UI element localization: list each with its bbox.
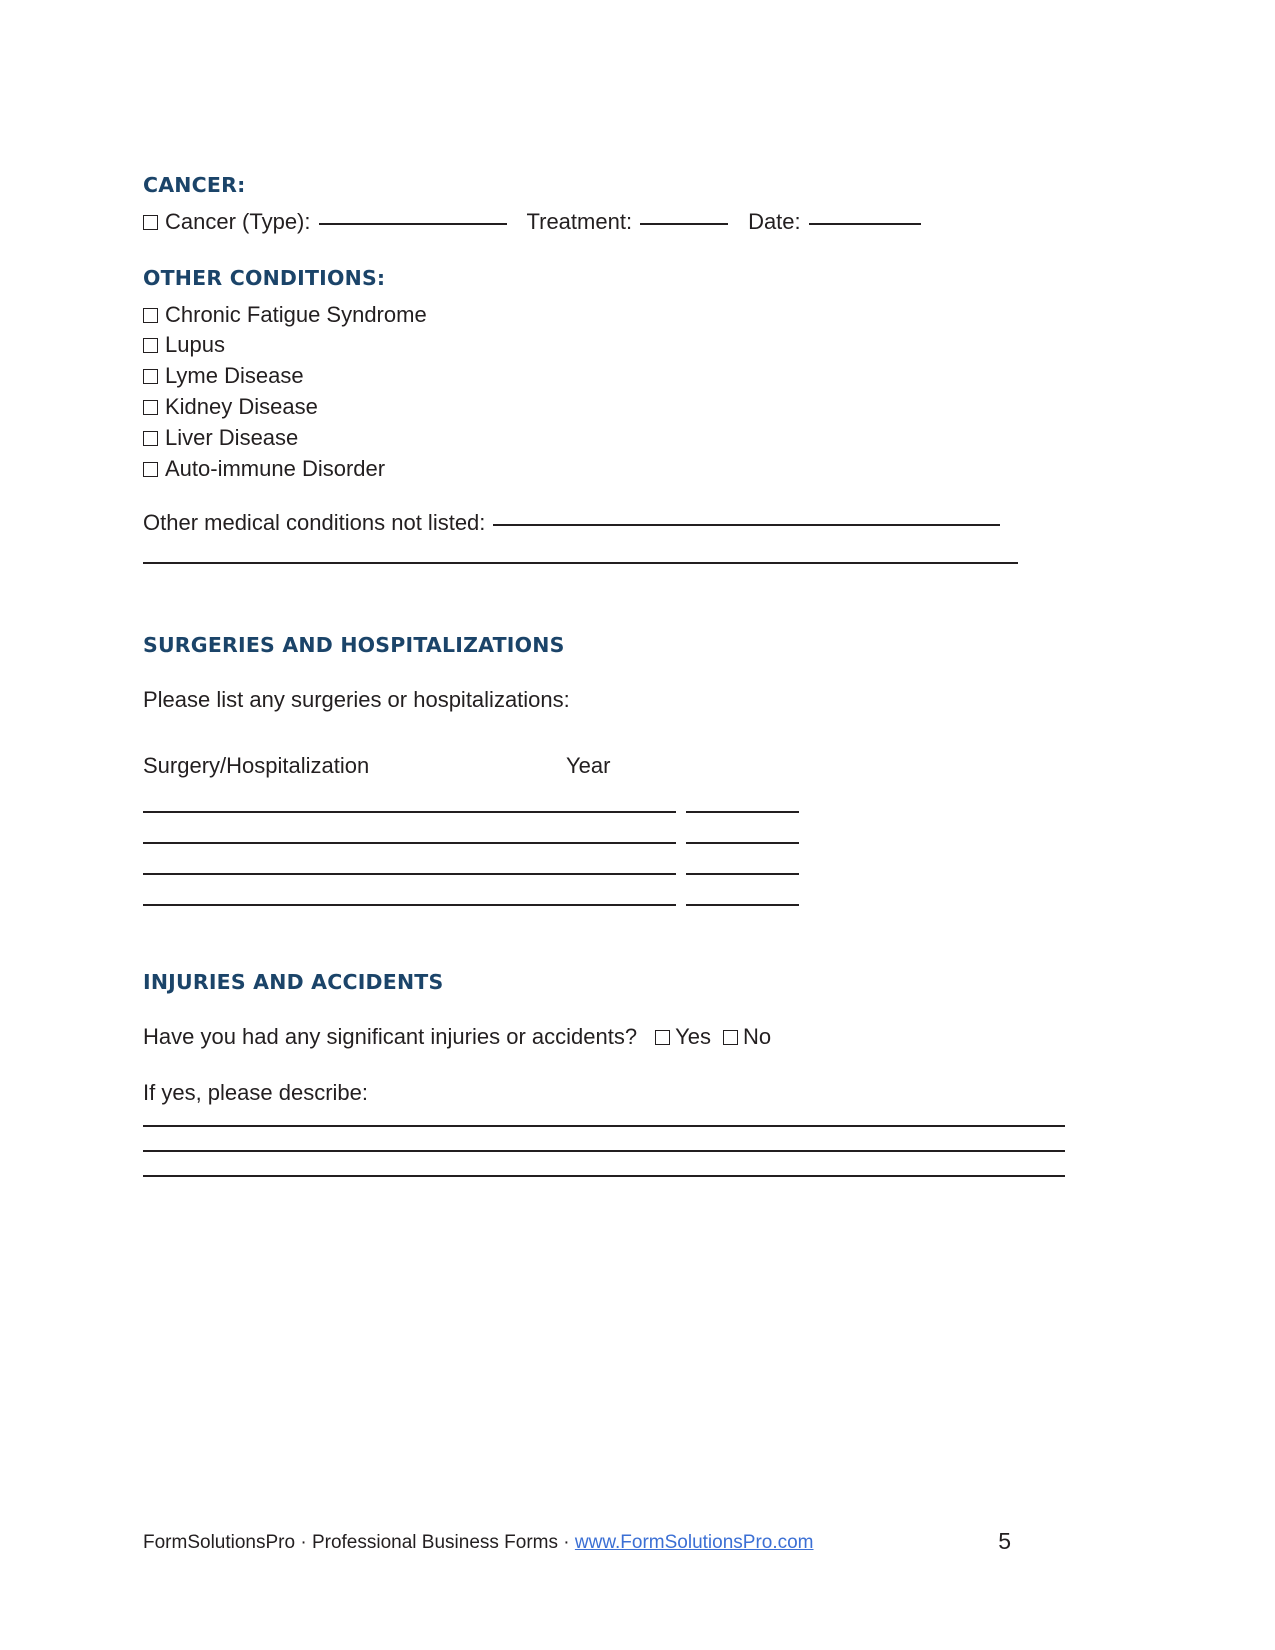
condition-label: Auto-immune Disorder: [165, 455, 386, 481]
footer-separator-2: ·: [563, 1532, 570, 1553]
injuries-describe-prompt: If yes, please describe:: [143, 1080, 369, 1106]
injuries-describe-line-2[interactable]: [143, 1150, 1065, 1152]
condition-item: [143, 361, 1133, 392]
surgeries-table-row: [143, 886, 1133, 917]
auto-immune-disorder-checkbox[interactable]: [143, 462, 158, 477]
surgery-entry-line[interactable]: [143, 811, 676, 813]
injuries-question-row: [143, 1022, 1133, 1053]
surgeries-heading: SURGERIES AND HOSPITALIZATIONS: [143, 633, 565, 657]
injuries-section: [143, 969, 1133, 1177]
injuries-describe-line-3[interactable]: [143, 1175, 1065, 1177]
other-conditions-freetext: [143, 508, 1133, 564]
surgeries-instruction: Please list any surgeries or hospitalizations:: [143, 686, 570, 712]
column-header-year: Year: [566, 753, 611, 778]
surgery-entry-line[interactable]: [143, 842, 676, 844]
lyme-disease-checkbox[interactable]: [143, 369, 158, 384]
footer-tagline: Professional Business Forms: [311, 1532, 558, 1553]
liver-disease-checkbox[interactable]: [143, 431, 158, 446]
footer-company: FormSolutionsPro: [143, 1532, 296, 1553]
page-footer: [143, 1528, 1133, 1562]
surgeries-table: [143, 753, 1133, 917]
surgeries-table-header: [143, 753, 1133, 783]
page-number: 5: [998, 1528, 1011, 1554]
surgeries-table-row: [143, 855, 1133, 886]
year-entry-line[interactable]: [686, 904, 799, 906]
condition-item: [143, 392, 1133, 423]
footer-credit: [143, 1532, 814, 1554]
condition-label: Chronic Fatigue Syndrome: [165, 301, 427, 327]
chronic-fatigue-syndrome-checkbox[interactable]: [143, 308, 158, 323]
year-entry-line[interactable]: [686, 873, 799, 875]
other-conditions-fill-line-2[interactable]: [143, 562, 1018, 564]
surgery-entry-line[interactable]: [143, 904, 676, 906]
condition-label: Lyme Disease: [165, 363, 304, 389]
other-conditions-prompt: Other medical conditions not listed:: [143, 510, 486, 535]
injuries-yes-checkbox[interactable]: [655, 1030, 670, 1045]
injuries-question: Have you had any significant injuries or accidents?: [143, 1023, 638, 1049]
cancer-date-label: Date:: [748, 208, 801, 234]
cancer-section: [143, 172, 1133, 237]
surgeries-section: [143, 632, 1133, 715]
condition-label: Kidney Disease: [165, 394, 318, 420]
condition-label: Lupus: [165, 332, 225, 358]
year-entry-line[interactable]: [686, 842, 799, 844]
condition-item: [143, 300, 1133, 331]
other-conditions-prompt-row: [143, 508, 1133, 539]
condition-item: [143, 454, 1133, 485]
cancer-date-fill-line[interactable]: [809, 223, 921, 225]
surgeries-table-row: [143, 793, 1133, 824]
cancer-type-fill-line[interactable]: [319, 223, 507, 225]
surgery-entry-line[interactable]: [143, 873, 676, 875]
condition-item: [143, 423, 1133, 454]
injuries-yes-label: Yes: [675, 1023, 711, 1049]
footer-separator-1: ·: [300, 1532, 307, 1553]
footer-website-link[interactable]: www.FormSolutionsPro.com: [574, 1532, 814, 1553]
injuries-no-label: No: [742, 1023, 772, 1049]
other-conditions-heading: OTHER CONDITIONS:: [143, 266, 386, 290]
kidney-disease-checkbox[interactable]: [143, 400, 158, 415]
other-conditions-section: [143, 265, 1133, 484]
condition-item: [143, 330, 1133, 361]
cancer-heading: CANCER:: [143, 173, 246, 197]
injuries-no-checkbox[interactable]: [723, 1030, 738, 1045]
cancer-treatment-label: Treatment:: [526, 208, 633, 234]
condition-label: Liver Disease: [165, 424, 299, 450]
surgeries-table-row: [143, 824, 1133, 855]
year-entry-line[interactable]: [686, 811, 799, 813]
other-conditions-fill-line-1[interactable]: [493, 524, 1000, 526]
injuries-heading: INJURIES AND ACCIDENTS: [143, 970, 444, 994]
cancer-treatment-fill-line[interactable]: [640, 223, 728, 225]
injuries-describe-line-1[interactable]: [143, 1125, 1065, 1127]
lupus-checkbox[interactable]: [143, 338, 158, 353]
column-header-surgery: Surgery/Hospitalization: [143, 753, 370, 778]
cancer-entry-row: [143, 207, 1133, 238]
cancer-type-label: Cancer (Type):: [165, 208, 311, 234]
cancer-checkbox[interactable]: [143, 215, 158, 230]
